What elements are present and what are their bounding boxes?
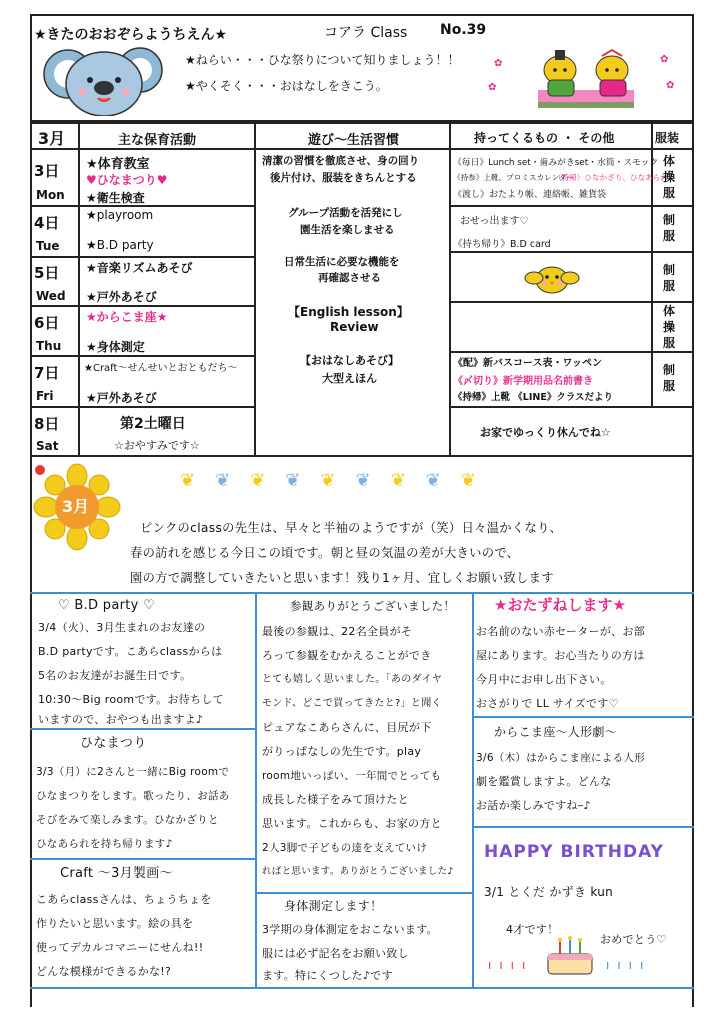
hina-line: そびをみて楽しみます。ひなかざりと (36, 814, 219, 826)
activity-item: ★playroom (86, 208, 154, 222)
lost-line: 今月中にお申し出下さい。 (476, 673, 612, 686)
butterfly-icon: ❦ (320, 470, 356, 491)
lost-line: 屋にあります。お心当たりの方は (476, 649, 645, 662)
butterfly-icon: ❦ (285, 470, 321, 491)
day-date: 8日 (34, 415, 60, 433)
karakoma-title: からこま座～人形劇～ (494, 725, 618, 739)
butterfly-icon: ❦ (460, 470, 496, 491)
day-date: 6日 (34, 314, 60, 332)
items-header: 持ってくるもの ・ その他 (474, 131, 615, 145)
school-name: ★きたのおおぞらようちえん★ (34, 27, 228, 43)
clothes-value: 体操服 (663, 304, 676, 350)
items-text: おせっ出ます♡ (460, 216, 529, 227)
day-dow: Fri (36, 389, 54, 403)
items-text: お家でゆっくり休んでね☆ (480, 426, 611, 439)
activity-item: ★からこま座★ (86, 310, 168, 324)
play-text: グループ活動を活発にし (288, 207, 403, 219)
thanks-line: 成長した様子をみて頂けたと (262, 793, 409, 806)
birthday-age: 4才です！ (506, 923, 559, 936)
butterfly-row (180, 470, 496, 491)
play-text: 清潔の習慣を徹底させ、身の回り (262, 155, 420, 167)
activity-item: ★戸外あそび (86, 290, 157, 304)
items-text: 《持参》上靴、プロミスカレンダー (453, 173, 575, 182)
thanks-line: room地いっぱい、一年間でとっても (262, 770, 442, 782)
butterfly-icon: ❦ (250, 470, 286, 491)
activity-item: ★戸外あそび (86, 391, 157, 405)
birthday-line: 3/1 とくだ かずき kun (484, 885, 614, 899)
activity-item: ★体育教室 (86, 157, 150, 172)
thanks-line: 思います。これからも、お家の方と (262, 817, 442, 830)
activity-item: ★衛生検査 (86, 191, 145, 205)
play-text: 【English lesson】 (288, 305, 409, 319)
butterfly-icon: ❦ (180, 470, 216, 491)
activity-item: ♥ひなまつり♥ (86, 173, 168, 187)
clothes-value: 制服 (663, 363, 676, 393)
activity-item: ★身体測定 (86, 340, 145, 354)
craft-line: 作りたいと思います。絵の具を (36, 917, 194, 930)
items-text: 《配》新バスコース表・ワッペン (453, 358, 602, 369)
clothes-value: 制服 (663, 263, 676, 293)
play-text: 後片付け、服装をきちんとする (270, 172, 417, 184)
lost-line: おさがりで LL サイズです♡ (476, 697, 619, 710)
activity-item: ★B.D party (86, 238, 154, 252)
intro-line: ピンクのclassの先生は、早々と半袖のようですが（笑）日々温かくなり、 (140, 521, 563, 535)
karakoma-line: お話か楽しみですねｰ♪ (476, 799, 591, 812)
measure-line: 3学期の身体測定をおこないます。 (262, 923, 438, 936)
thanks-line: 最後の参観は、22名全員がそ (262, 625, 413, 638)
thanks-line: ピュアなこあらさんに、目尻が下 (262, 721, 432, 734)
hina-line: ひなまつりをします。歌ったり、お話あ (36, 790, 230, 802)
svg-text:✿: ✿ (494, 58, 503, 69)
clothes-header: 服装 (655, 131, 680, 145)
hina-title: ひなまつり (80, 736, 147, 751)
play-header: 遊び～生活習慣 (308, 133, 400, 148)
play-text: 日常生活に必要な機能を (284, 256, 400, 268)
measure-line: 服には必ず記名をお願い致し (262, 947, 409, 960)
craft-line: こあらclassさんは、ちょうちょを (36, 893, 212, 906)
month-header: 3月 (38, 129, 66, 148)
hina-dolls-icon (484, 32, 684, 114)
activity-item: ★音楽リズムあそび (86, 261, 193, 275)
day-date: 3日 (34, 162, 60, 180)
cake-icon (540, 934, 600, 978)
thanks-line: 2人3脚で子どもの達を支えていけ (262, 842, 428, 854)
clothes-value: 体操服 (663, 154, 676, 200)
play-text: 【おはなしあそび】 (300, 354, 399, 367)
day-dow: Sat (36, 439, 59, 453)
items-text: 《持帰》上靴 《LINE》クラスだより (453, 392, 614, 403)
butterfly-icon: ❦ (390, 470, 426, 491)
day-date: 7日 (34, 364, 60, 382)
aim-text: ★ねらい・・・ひな祭りについて知りましょう！！ (185, 53, 460, 67)
intro-line: 春の訪れを感じる今日この頃です。朝と昼の気温の差が大きいので、 (130, 546, 520, 560)
bd-line: 3/4（火）、3月生まれのお友達の (38, 621, 206, 634)
class-name: コアラ Class (324, 25, 408, 41)
day-dow: Wed (36, 289, 66, 303)
play-text: 再確認させる (318, 272, 381, 284)
butterfly-icon: ❦ (215, 470, 251, 491)
day-date: 4日 (34, 214, 60, 232)
measure-line: ます。特にくつした♪です (262, 969, 393, 982)
craft-line: 使ってデカルコマニーにせんね!! (36, 941, 204, 954)
svg-text:✿: ✿ (488, 82, 497, 93)
day-dow: Tue (36, 239, 60, 253)
issue-number: No.39 (440, 22, 487, 38)
thanks-line: がりっぱなしの先生です。play (262, 745, 422, 758)
birthday-congrats: おめでとう♡ (600, 933, 667, 946)
hina-line: ひなあられを持ち帰ります♪ (36, 838, 173, 850)
activity-item: ★Craft～せんせいとおともだち～ (84, 363, 238, 374)
bd-line: 5名のお友達がお誕生日です。 (38, 669, 192, 682)
promise-text: ★やくそく・・・おはなしをきこう。 (185, 79, 388, 93)
play-text: 大型えほん (322, 372, 377, 385)
candle-row: ıııı (488, 958, 534, 972)
thanks-line: とても嬉しく思いました。「あのダイヤ (262, 674, 443, 685)
koala-icon (40, 44, 170, 116)
bottom-frame-right (692, 457, 694, 1007)
day-dow: Thu (36, 339, 62, 353)
clothes-value: 制服 (663, 213, 676, 243)
measure-title: 身体測定します！ (284, 899, 383, 913)
bd-line: B.D partyです。こあらclassからは (38, 645, 223, 658)
day-date: 5日 (34, 264, 60, 282)
activity-item: ☆おやすみです☆ (114, 439, 200, 452)
bd-title: ♡ B.D party ♡ (58, 598, 156, 613)
craft-line: どんな模様ができるかな!? (36, 965, 172, 978)
thanks-title: 参観ありがとうございました！ (290, 599, 456, 613)
karakoma-line: 劇を鑑賞しますよ。どんな (476, 775, 612, 788)
birthday-title: HAPPY BIRTHDAY (484, 842, 664, 862)
items-text: 《毎日》Lunch set・歯みがきset・水筒・スモック (453, 158, 659, 168)
butterfly-icon: ❦ (425, 470, 461, 491)
items-text: 《渡し》おたより帳、連絡帳、雑貨袋 (453, 190, 607, 200)
activity-header: 主な保育活動 (118, 133, 197, 148)
chick-icon (520, 258, 584, 298)
svg-text:✿: ✿ (666, 80, 675, 91)
items-text: 《〆切り》新学期用品名前書き (453, 376, 593, 387)
bd-line: いますので、おやつも出ますよ♪ (38, 713, 204, 726)
svg-text:✿: ✿ (660, 54, 669, 65)
butterfly-icon: ❦ (355, 470, 391, 491)
thanks-line: ればと思います。ありがとうございました♪ (262, 866, 454, 877)
thanks-line: モンド、どこで買ってきたと?」と聞く (262, 698, 442, 709)
karakoma-line: 3/6（木）はからこま座による人形 (476, 752, 645, 764)
items-text: 《持ち帰り》B.D card (453, 239, 551, 250)
hina-line: 3/3（月）に2さんと一緒にBig roomで (36, 766, 230, 778)
craft-title: Craft ～3月製画～ (60, 866, 173, 881)
day-dow: Mon (36, 188, 65, 202)
month-badge: 3月 (62, 497, 90, 516)
bd-line: 10:30～Big roomです。お待ちして (38, 693, 224, 706)
candle-row: ıııı (606, 958, 652, 972)
play-text: 園生活を楽しませる (300, 224, 395, 236)
lost-line: お名前のない赤セーターが、お部 (476, 625, 646, 638)
activity-item: 第2土曜日 (120, 416, 186, 432)
lost-title: ★おたずねします★ (494, 596, 626, 614)
items-text: （持帰）ひなかざり、ひなあられ (554, 173, 668, 182)
thanks-line: ろって参観をむかえることができ (262, 649, 432, 662)
play-text: Review (330, 320, 379, 334)
intro-line: 園の方で調整していきたいと思います！残り1ヶ月、宜しくお願い致します (130, 571, 554, 585)
